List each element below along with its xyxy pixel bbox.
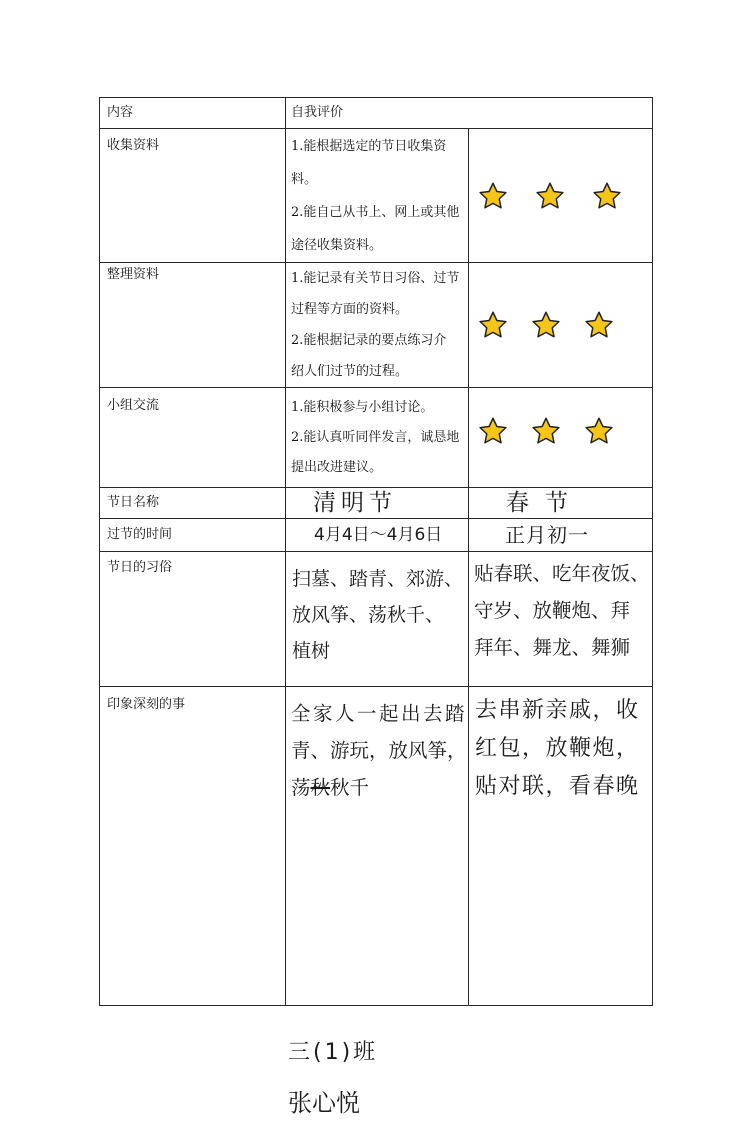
handwritten-line [291,769,468,806]
label-cell [100,388,286,488]
handwritten-answer: 春节 [506,490,584,516]
handwritten-line: 放风筝、荡秋千、 [292,604,445,626]
handwritten-line: 扫墓、踏青、郊游、 [292,568,464,590]
label-cell [100,129,286,263]
criteria-line: 绍人们过节的过程。 [291,364,409,379]
table-row [100,552,653,687]
star-icon [478,310,508,340]
table-row [100,519,653,552]
table-header-row [100,98,653,129]
criteria-description [286,388,468,483]
star-icon [531,310,561,340]
criteria-name: 整理资料 [107,267,160,282]
handwritten-line: 红包，放鞭炮， [475,736,640,761]
student-name: 张心悦 [288,1089,360,1117]
header-self-evaluation-label: 自我评价 [291,105,344,120]
criteria-line: 2.能自己从书上、网上或其他 [291,205,460,220]
criteria-line: 1.能积极参与小组讨论。 [291,400,434,415]
class-name: 三(1)班 [288,1040,379,1065]
table-row [100,388,653,488]
answer-cell [286,687,469,1006]
description-cell [286,263,469,388]
handwritten-answer: 清明节 [313,490,397,516]
header-content-label: 内容 [107,105,134,120]
row-label: 印象深刻的事 [107,697,186,712]
star-rating [469,310,652,340]
star-icon [584,310,614,340]
label-cell [100,488,286,519]
rating-cell [469,388,653,488]
crossed-out-character: 秋 [310,776,331,799]
description-cell [286,388,469,488]
handwritten-answer [286,687,468,806]
handwritten-segment: 荡 [291,776,311,799]
handwritten-line: 贴春联、吃年夜饭、 [474,562,650,585]
star-icon [535,181,565,211]
answer-cell [286,519,469,552]
handwritten-line: 去串新亲戚，收 [475,698,640,723]
answer-cell [469,552,653,687]
star-rating [469,181,652,211]
handwritten-line: 拜年、舞龙、舞狮 [474,636,631,659]
label-cell [100,519,286,552]
header-cell [286,98,653,129]
criteria-line: 途径收集资料。 [291,238,383,253]
criteria-line: 2.能根据记录的要点练习介 [291,333,447,348]
answer-cell [469,519,653,552]
handwritten-line: 青、游玩，放风筝， [291,739,467,762]
answer-cell [286,488,469,519]
criteria-description [286,129,468,262]
table-row [100,129,653,263]
star-rating [469,416,652,460]
criteria-line: 2.能认真听同伴发言，诚恳地 [291,430,460,445]
star-icon [592,181,622,211]
row-label: 节日名称 [107,495,160,510]
label-cell [100,552,286,687]
table-row [100,687,653,1006]
criteria-description [286,263,468,387]
handwritten-answer [469,552,652,666]
handwritten-line: 守岁、放鞭炮、拜 [474,599,631,622]
handwritten-answer [469,687,652,806]
row-label: 节日的习俗 [107,560,173,575]
row-label: 过节的时间 [107,527,173,542]
header-cell [100,98,286,129]
answer-cell [286,552,469,687]
handwritten-line: 全家人一起出去踏 [291,702,468,725]
answer-cell [469,488,653,519]
rating-cell [469,263,653,388]
criteria-name: 收集资料 [107,138,160,153]
criteria-line: 1.能根据选定的节日收集资 [291,139,447,154]
star-icon [478,416,508,446]
criteria-line: 过程等方面的资料。 [291,302,409,317]
handwritten-segment: 秋千 [330,776,370,799]
criteria-line: 料。 [291,172,318,187]
evaluation-table [99,97,653,1006]
answer-cell [469,687,653,1006]
table-row [100,488,653,519]
label-cell [100,263,286,388]
label-cell [100,687,286,1006]
handwritten-answer: 4月4日～4月6日 [314,525,443,545]
handwritten-line: 贴对联，看春晚 [475,774,640,799]
star-icon [531,416,561,446]
star-icon [584,416,614,446]
handwritten-answer [286,552,468,669]
handwritten-line: 植树 [292,640,331,662]
handwritten-answer: 正月初一 [505,523,589,547]
star-icon [478,181,508,211]
table-row [100,263,653,388]
criteria-line: 提出改进建议。 [291,460,383,475]
rating-cell [469,129,653,263]
criteria-name: 小组交流 [107,398,160,413]
criteria-line: 1.能记录有关节日习俗、过节 [291,271,460,286]
description-cell [286,129,469,263]
